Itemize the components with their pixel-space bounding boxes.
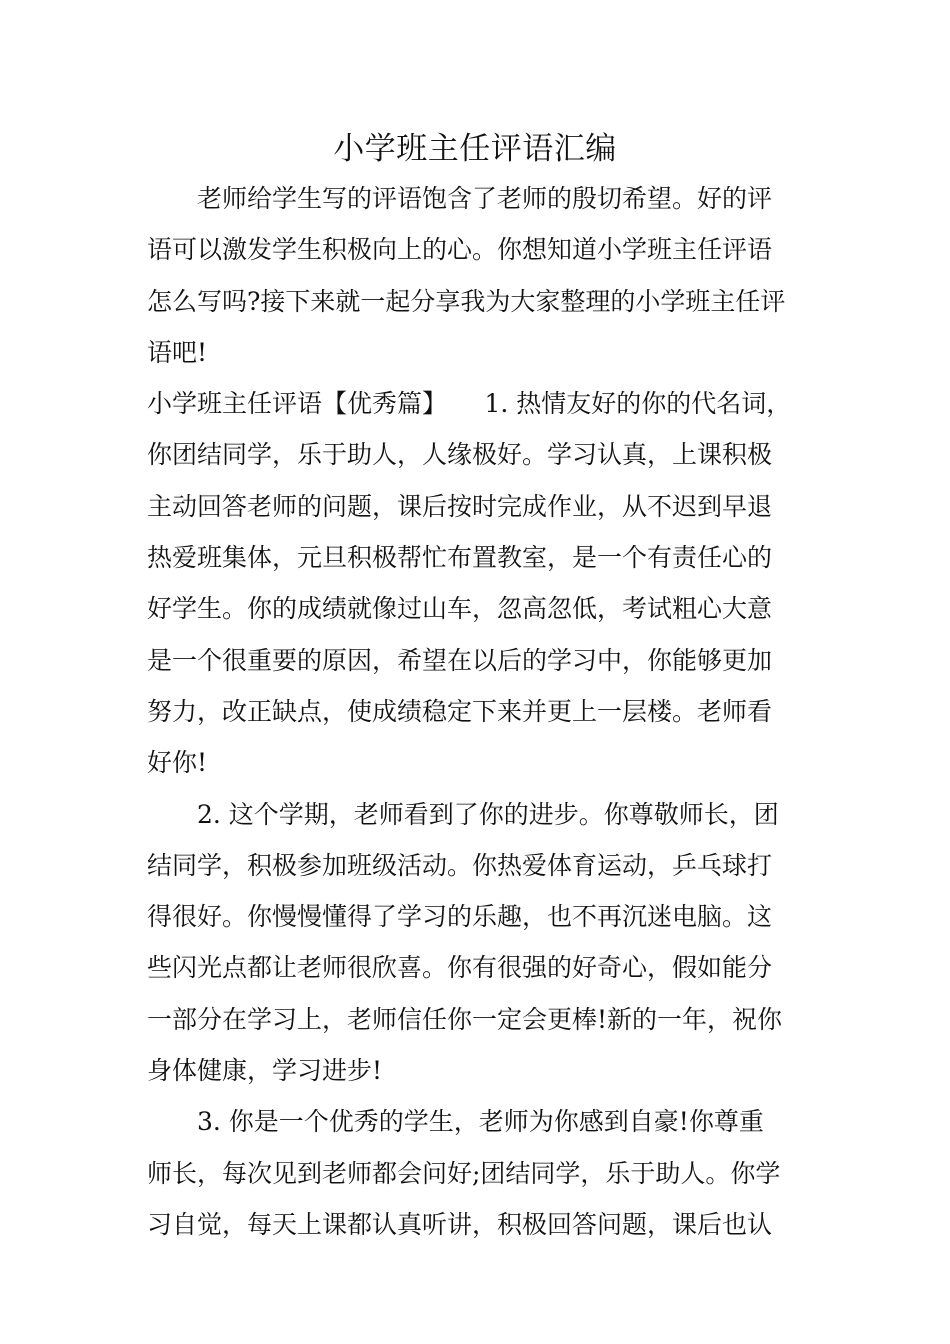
paragraph-line: 好你! [147, 748, 208, 778]
paragraph-line: 老师给学生写的评语饱含了老师的殷切希望。好的评 [197, 184, 773, 213]
paragraph-line: 你团结同学，乐于助人，人缘极好。学习认真，上课积极 [147, 440, 773, 470]
paragraph-line: 得很好。你慢慢懂得了学习的乐趣，也不再沉迷电脑。这 [147, 902, 773, 932]
paragraph-line: 热爱班集体，元旦积极帮忙布置教室，是一个有责任心的 [147, 543, 773, 573]
paragraph-line: 一部分在学习上，老师信任你一定会更棒!新的一年，祝你 [147, 1004, 783, 1034]
paragraph-line: 怎么写吗?接下来就一起分享我为大家整理的小学班主任评 [147, 286, 786, 316]
document-body [147, 173, 809, 1250]
paragraph-line: 是一个很重要的原因，希望在以后的学习中，你能够更加 [147, 645, 773, 675]
section-heading-line: 小学班主任评语【优秀篇】 1. 热情友好的你的代名词， [147, 389, 792, 419]
paragraph-line: 语可以激发学生积极向上的心。你想知道小学班主任评语 [147, 235, 773, 265]
document-title: 小学班主任评语汇编 [333, 131, 617, 167]
paragraph-line: 好学生。你的成绩就像过山车，忽高忽低，考试粗心大意 [147, 594, 773, 624]
paragraph-line: 主动回答老师的问题，课后按时完成作业，从不迟到早退 [147, 491, 773, 521]
paragraph-line: 结同学，积极参加班级活动。你热爱体育运动，乒乓球打 [147, 850, 773, 880]
paragraph-line: 3. 你是一个优秀的学生，老师为你感到自豪!你尊重 [197, 1107, 764, 1137]
paragraph-line: 习自觉，每天上课都认真听讲，积极回答问题，课后也认 [147, 1209, 773, 1239]
paragraph-line: 些闪光点都让老师很欣喜。你有很强的好奇心，假如能分 [147, 953, 773, 983]
paragraph-line: 2. 这个学期，老师看到了你的进步。你尊敬师长，团 [197, 799, 779, 829]
paragraph-line: 师长，每次见到老师都会问好;团结同学，乐于助人。你学 [147, 1158, 781, 1188]
paragraph-line: 语吧! [147, 337, 208, 367]
paragraph-line: 努力，改正缺点，使成绩稳定下来并更上一层楼。老师看 [147, 696, 773, 726]
paragraph-line: 身体健康，学习进步! [147, 1056, 383, 1086]
